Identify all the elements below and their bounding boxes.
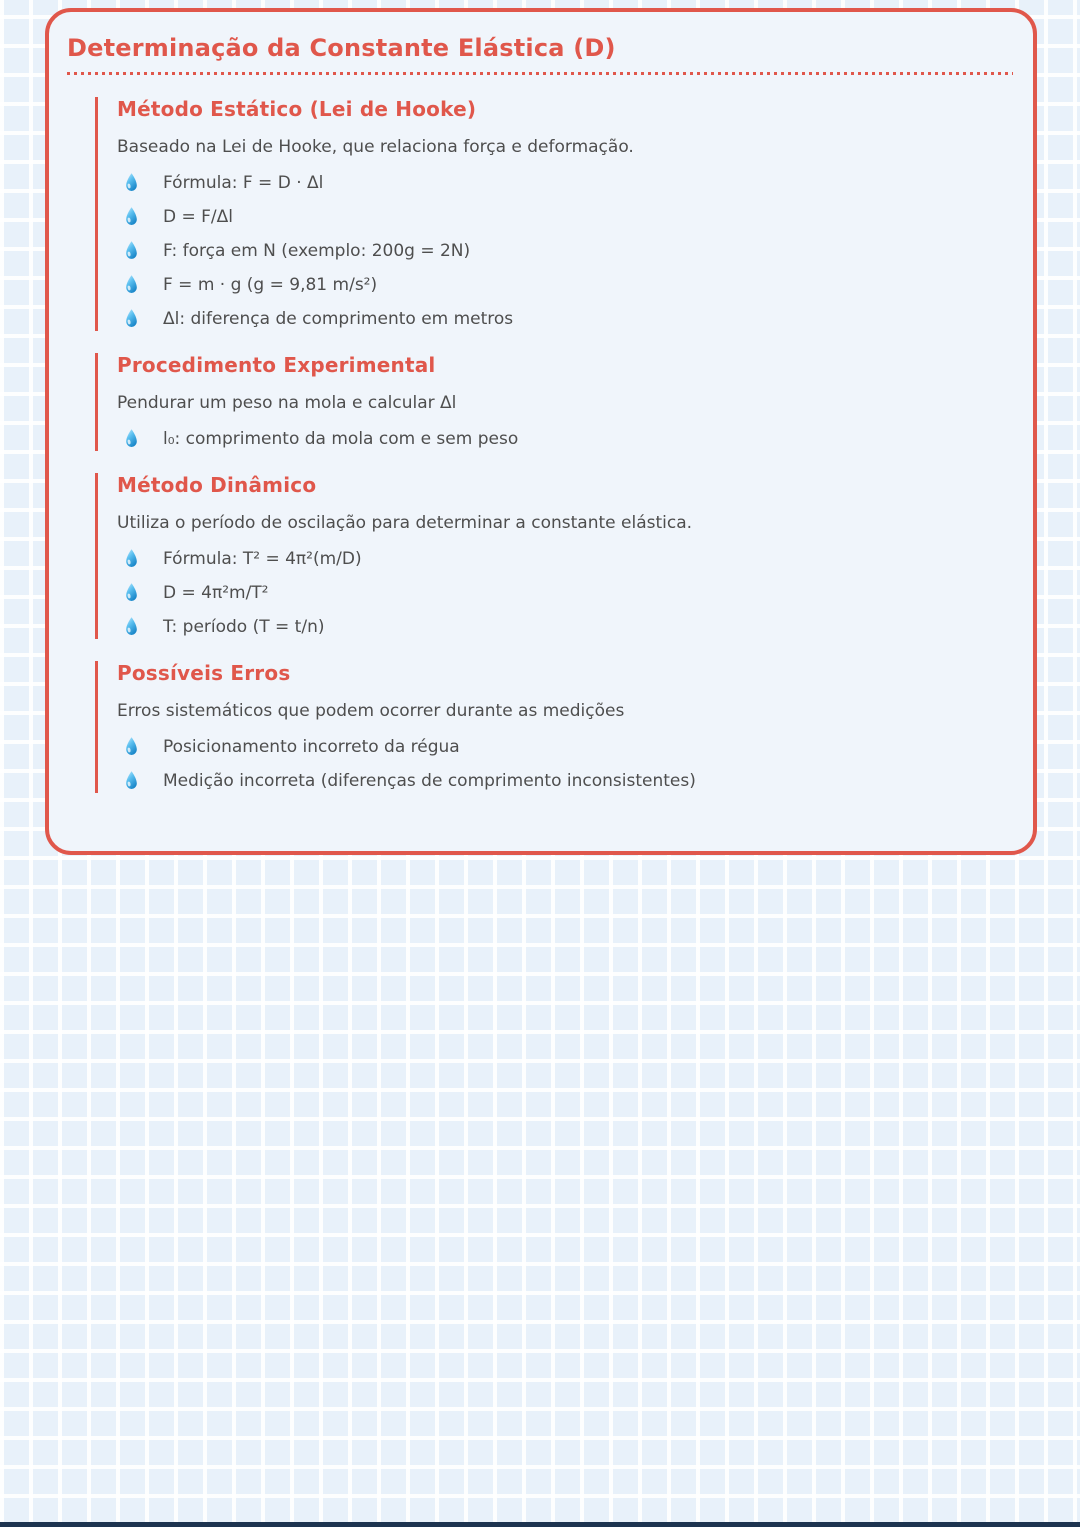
section-intro: Erros sistemáticos que podem ocorrer durante as medições — [117, 701, 625, 721]
list-item — [123, 307, 1015, 331]
page-title: Determinação da Constante Elástica (D) — [67, 34, 616, 62]
bullet-text: Medição incorreta (diferenças de comprimento inconsistentes) — [163, 771, 696, 791]
list-item — [123, 735, 1015, 759]
list-item — [123, 769, 1015, 793]
water-drop-icon — [123, 172, 140, 195]
water-drop-icon — [123, 616, 140, 639]
water-drop-icon — [123, 770, 140, 793]
list-item — [123, 427, 1015, 451]
sections-container — [65, 97, 1015, 793]
bullet-text: Δl: diferença de comprimento em metros — [163, 309, 514, 329]
note-section — [95, 661, 1015, 793]
list-item — [123, 581, 1015, 605]
note-section — [95, 353, 1015, 451]
section-heading: Método Estático (Lei de Hooke) — [117, 97, 477, 121]
bullet-text: F: força em N (exemplo: 200g = 2N) — [163, 241, 471, 261]
bullet-text: Fórmula: T² = 4π²(m/D) — [163, 549, 362, 569]
dotted-divider — [67, 72, 1013, 75]
list-item — [123, 273, 1015, 297]
note-section — [95, 97, 1015, 331]
water-drop-icon — [123, 428, 140, 451]
bottom-edge-strip — [0, 1522, 1080, 1527]
section-heading: Método Dinâmico — [117, 473, 317, 497]
water-drop-icon — [123, 736, 140, 759]
bullet-list — [117, 427, 1015, 451]
section-intro: Utiliza o período de oscilação para determinar a constante elástica. — [117, 513, 693, 533]
list-item — [123, 615, 1015, 639]
section-intro: Pendurar um peso na mola e calcular Δl — [117, 393, 457, 413]
bullet-text: Fórmula: F = D · Δl — [163, 173, 324, 193]
bullet-text: Posicionamento incorreto da régua — [163, 737, 460, 757]
bullet-text: D = F/Δl — [163, 207, 234, 227]
water-drop-icon — [123, 548, 140, 571]
water-drop-icon — [123, 274, 140, 297]
note-section — [95, 473, 1015, 639]
note-card — [45, 8, 1037, 855]
bullet-list — [117, 171, 1015, 331]
bullet-text: l₀: comprimento da mola com e sem peso — [163, 429, 519, 449]
section-intro: Baseado na Lei de Hooke, que relaciona força e deformação. — [117, 137, 634, 157]
list-item — [123, 239, 1015, 263]
section-heading: Procedimento Experimental — [117, 353, 436, 377]
bullet-text: F = m · g (g = 9,81 m/s²) — [163, 275, 378, 295]
water-drop-icon — [123, 240, 140, 263]
section-heading: Possíveis Erros — [117, 661, 291, 685]
bullet-list — [117, 735, 1015, 793]
water-drop-icon — [123, 582, 140, 605]
bullet-text: T: período (T = t/n) — [163, 617, 325, 637]
water-drop-icon — [123, 206, 140, 229]
water-drop-icon — [123, 308, 140, 331]
list-item — [123, 205, 1015, 229]
bullet-text: D = 4π²m/T² — [163, 583, 269, 603]
bullet-list — [117, 547, 1015, 639]
list-item — [123, 171, 1015, 195]
list-item — [123, 547, 1015, 571]
